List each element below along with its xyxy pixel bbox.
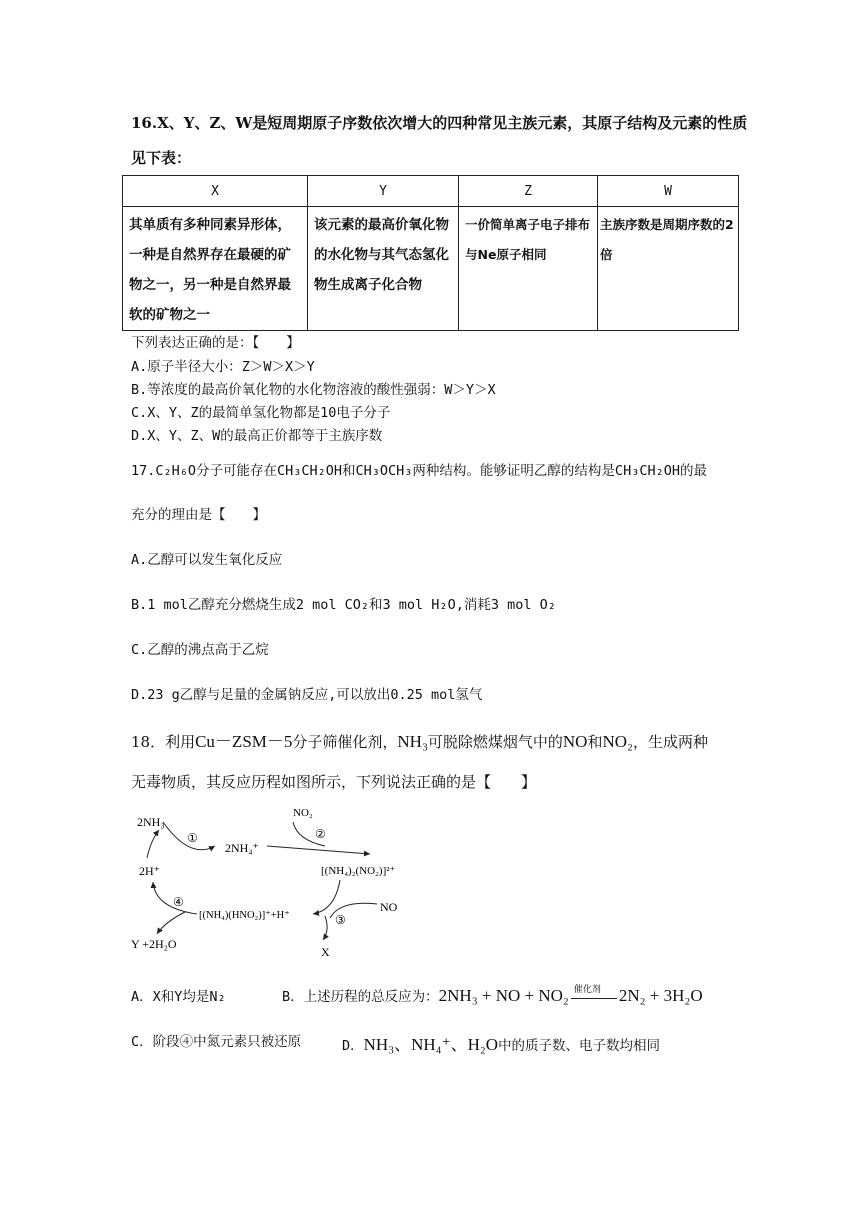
q18-catalyst: Cu－ZSM－5 xyxy=(195,732,293,751)
q18-option-b xyxy=(282,985,703,1006)
q18-option-d-prefix: D． xyxy=(342,1038,364,1054)
reaction-cycle-diagram xyxy=(125,800,415,960)
diagram-nh3: 2NH₃ xyxy=(137,815,165,829)
q17-option-d: D.23 g乙醇与足量的金属钠反应,可以放出0.25 mol氢气 xyxy=(131,687,483,703)
arrow-step2 xyxy=(267,846,370,854)
q17-option-c: C.乙醇的沸点高于乙烷 xyxy=(131,642,269,658)
diagram-nh4: 2NH₄⁺ xyxy=(225,841,259,855)
diagram-step4: ④ xyxy=(173,895,184,909)
q18-no: NO xyxy=(562,732,588,751)
table-header-row xyxy=(123,176,739,207)
q17-stem-line1: 17.C₂H₆O分子可能存在CH₃CH₂OH和CH₃OCH₃两种结构。能够证明乙醇的结构是CH₃CH₂OH的最 xyxy=(131,463,707,479)
q18-stem-and: 和 xyxy=(587,733,603,751)
table-header-y: Y xyxy=(308,176,459,207)
q17-option-b: B.1 mol乙醇充分燃烧生成2 mol CO₂和3 mol H₂O,消耗3 mol O₂ xyxy=(131,597,556,613)
table-header-x: X xyxy=(123,176,308,207)
diagram-h-plus: 2H⁺ xyxy=(139,864,160,878)
table-row xyxy=(123,207,739,331)
q16-option-d: D.X、Y、Z、W的最高正价都等于主族序数 xyxy=(131,428,383,444)
arrow-step3 xyxy=(313,880,340,914)
table-cell-w: 主族序数是周期序数的2倍 xyxy=(598,207,739,331)
diagram-y-water: Y +2H₂O xyxy=(131,937,177,951)
table-cell-y: 该元素的最高价氧化物的水化物与其气态氢化物生成离子化合物 xyxy=(308,207,459,331)
q18-equation-right: 2N₂ + 3H₂O xyxy=(618,986,703,1005)
q18-option-b-prefix: B．上述历程的总反应为： xyxy=(282,989,439,1005)
diagram-no2: NO₂ xyxy=(293,807,313,819)
q18-equation-left: 2NH₃ + NO + NO₂ xyxy=(438,986,569,1005)
diagram-complex2: [(NH₄)(HNO₂)]⁺+H⁺ xyxy=(199,910,290,921)
q18-stem-mid1: 分子筛催化剂， xyxy=(292,733,398,751)
diagram-x: X xyxy=(321,945,330,959)
arrow-y-out xyxy=(157,912,185,934)
diagram-step3: ③ xyxy=(335,913,346,927)
q18-option-c-text: C．阶段④中氮元素只被还原 xyxy=(131,1034,302,1050)
q18-option-a-text: A．X和Y均是N₂ xyxy=(131,989,226,1005)
q18-option-d xyxy=(342,1030,660,1055)
q16-stem-line2: 见下表： xyxy=(131,149,192,167)
q16-stem-line1: 16.X、Y、Z、W是短周期原子序数依次增大的四种常见主族元素，其原子结构及元素的性质 xyxy=(131,114,748,132)
q18-no2: NO₂ xyxy=(602,732,633,751)
q17-stem-line2: 充分的理由是【 】 xyxy=(131,507,266,523)
table-cell-z: 一价简单离子电子排布与Ne原子相同 xyxy=(459,207,598,331)
diagram-complex1: [(NH₄)₂(NO₂)]²⁺ xyxy=(321,865,396,877)
q18-option-a xyxy=(131,985,226,1005)
q18-stem-mid2: 可脱除燃煤烟气中的 xyxy=(427,733,563,751)
q16-option-b: B.等浓度的最高价氧化物的水化物溶液的酸性强弱：W＞Y＞X xyxy=(131,382,496,398)
diagram-step2: ② xyxy=(315,827,326,841)
q18-stem-line1 xyxy=(131,727,708,752)
q16-option-a: A.原子半径大小：Z＞W＞X＞Y xyxy=(131,359,315,375)
diagram-no: NO xyxy=(380,900,398,914)
q16-option-c: C.X、Y、Z的最简单氢化物都是10电子分子 xyxy=(131,405,391,421)
q18-reagent: NH₃ xyxy=(397,732,428,751)
q16-prompt: 下列表达正确的是：【 】 xyxy=(131,335,300,351)
table-cell-x: 其单质有多种同素异形体，一种是自然界存在最硬的矿物之一，另一种是自然界最软的矿物之一 xyxy=(123,207,308,331)
arrow-x-out xyxy=(323,916,327,940)
q18-stem-line2: 无毒物质，其反应历程如图所示，下列说法正确的是【 】 xyxy=(131,773,537,791)
q17-option-a: A.乙醇可以发生氧化反应 xyxy=(131,552,283,568)
q18-option-d-suffix: 中的质子数、电子数均相同 xyxy=(498,1038,661,1054)
table-header-w: W xyxy=(598,176,739,207)
q18-option-c xyxy=(131,1030,301,1050)
q18-stem-end: ，生成两种 xyxy=(632,733,708,751)
q18-option-d-species: NH₃、NH₄⁺、H₂O xyxy=(363,1035,499,1054)
table-header-z: Z xyxy=(459,176,598,207)
q18-equation-condition: 催化剂 xyxy=(573,984,601,995)
q18-stem-prefix: 18．利用 xyxy=(131,733,196,751)
q18-equation-arrow xyxy=(571,984,617,999)
arrow-h-return xyxy=(147,830,159,858)
diagram-step1: ① xyxy=(187,831,198,845)
q16-element-table xyxy=(122,175,739,331)
